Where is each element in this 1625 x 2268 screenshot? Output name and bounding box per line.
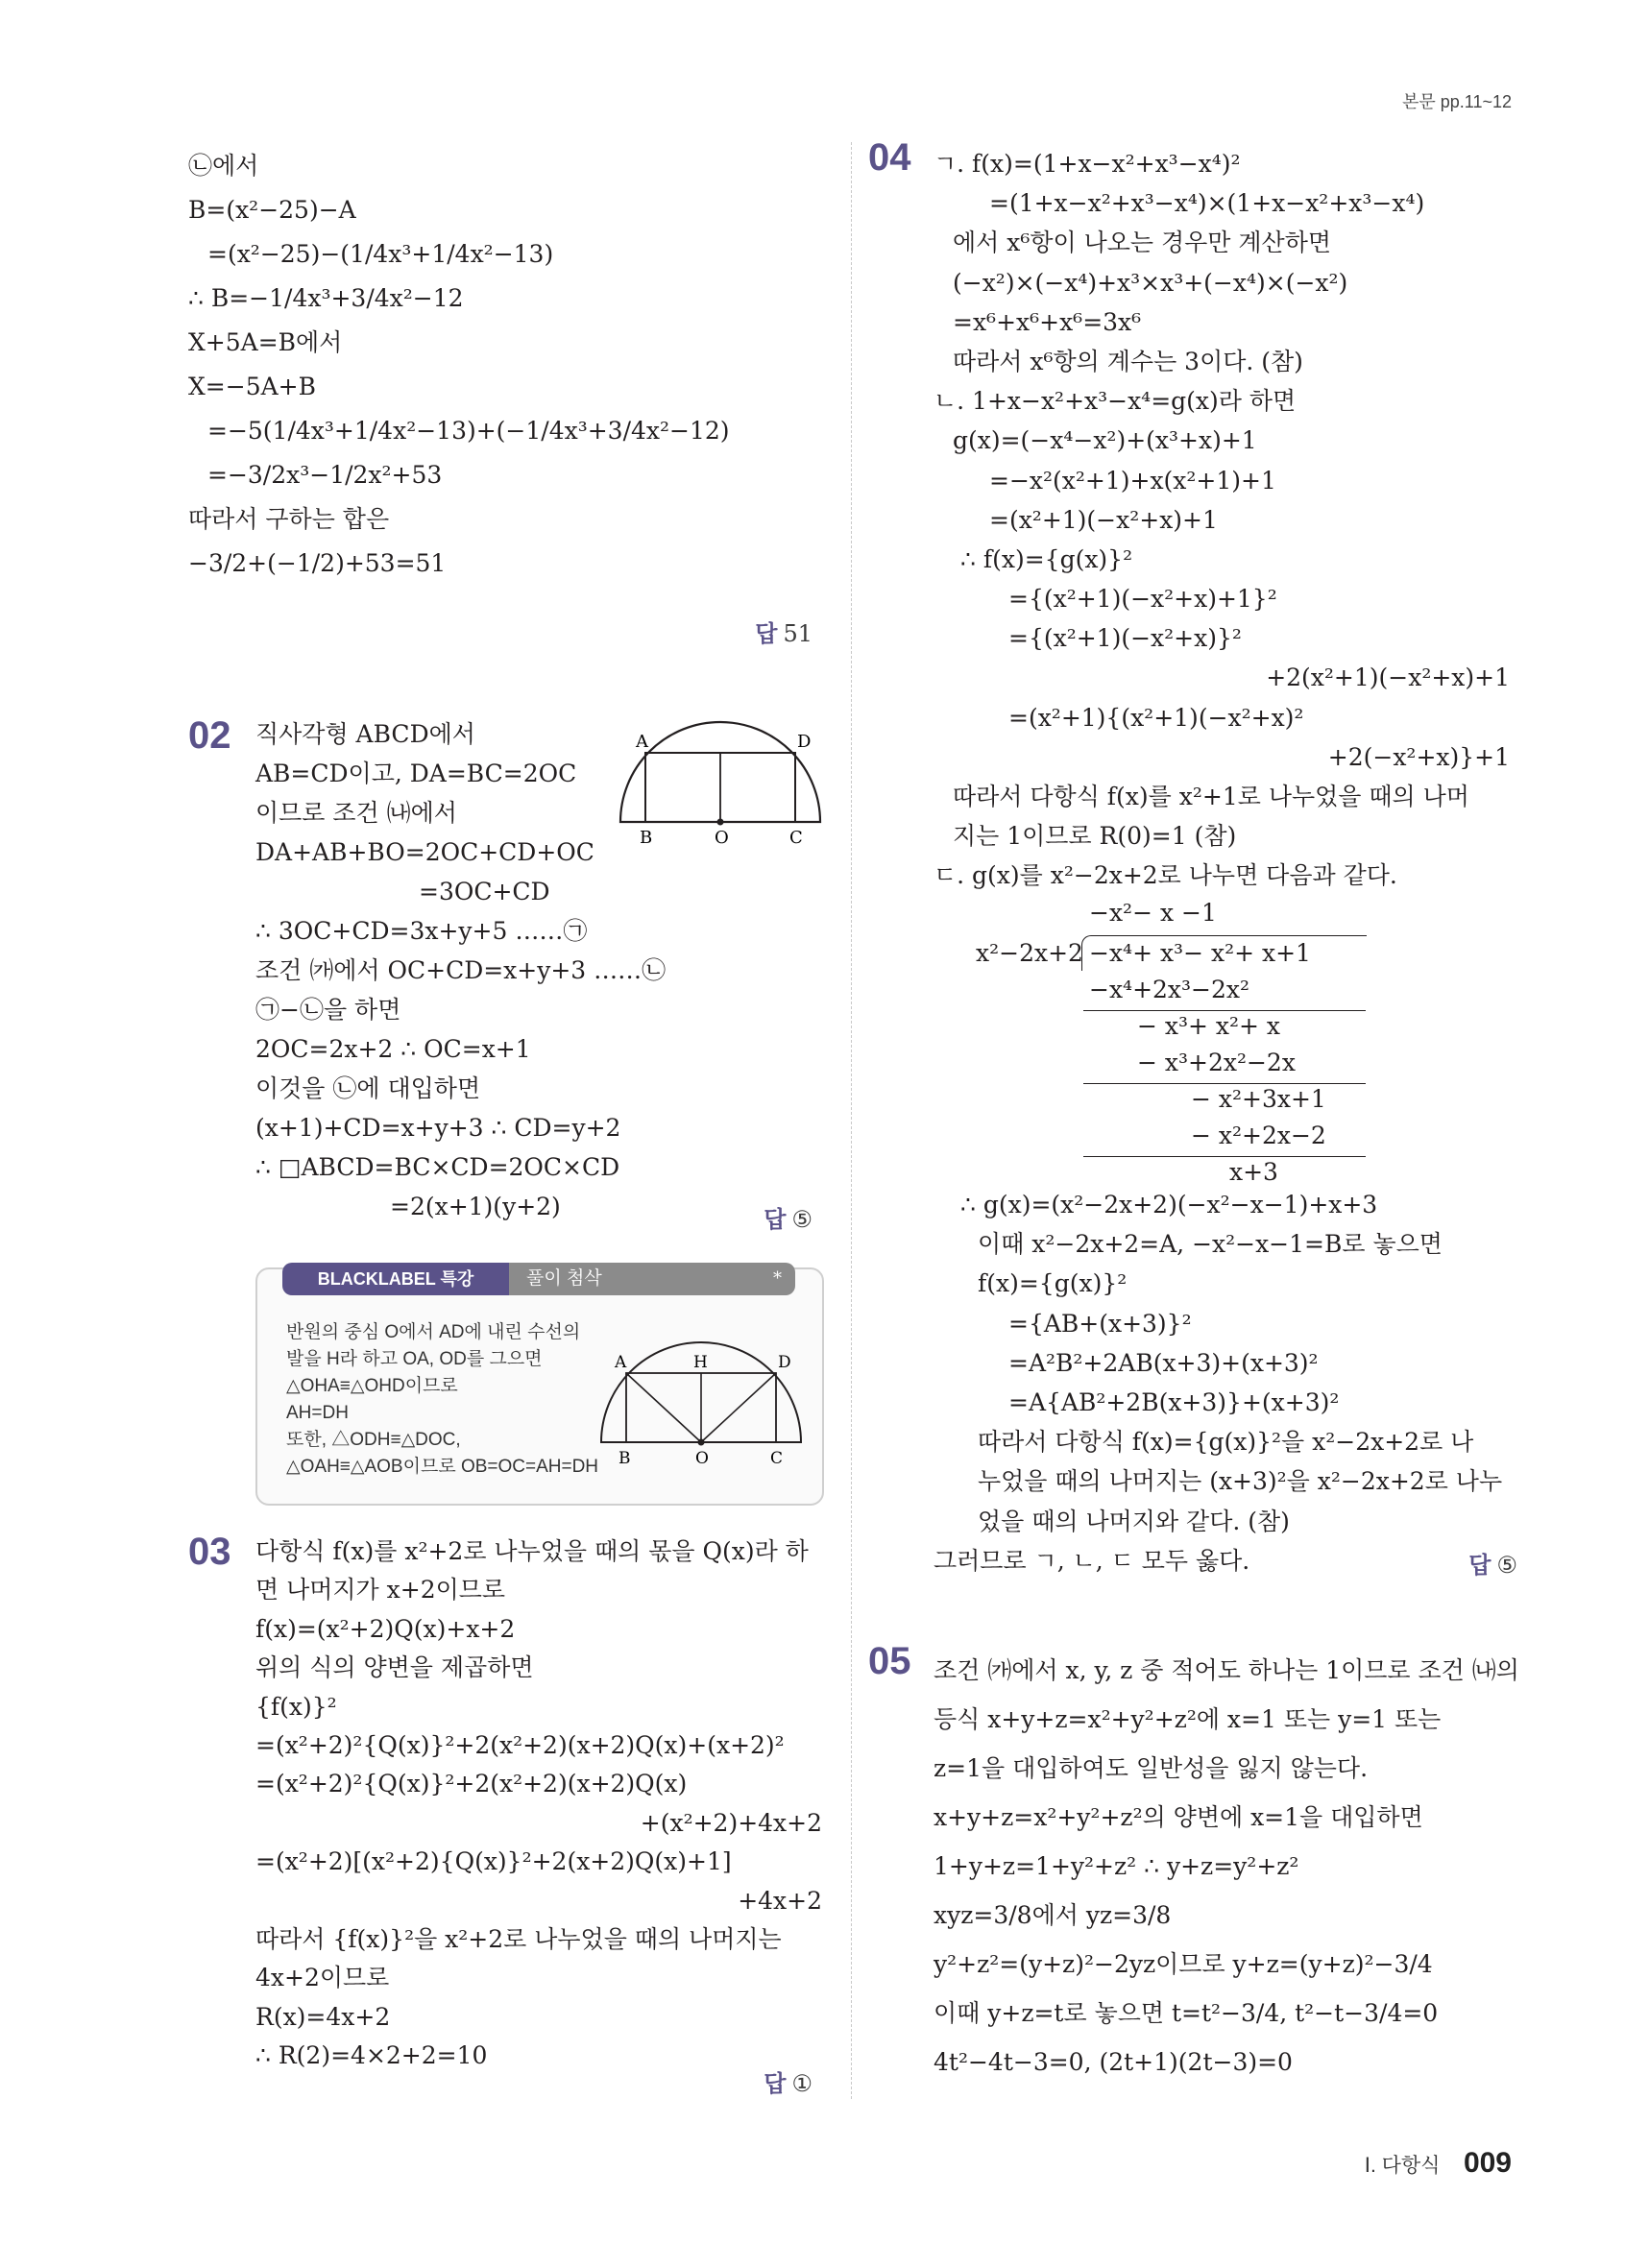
solution-line: ㄷ. g(x)를 x²−2x+2로 나누면 다음과 같다.: [934, 861, 1397, 890]
answer-value: ⑤: [1496, 1552, 1517, 1579]
answer-04: [1468, 1546, 1517, 1580]
solution-line: (−x²)×(−x⁴)+x³×x³+(−x⁴)×(−x²): [953, 268, 1348, 297]
solution-line: B=(x²−25)−A: [188, 196, 356, 224]
tip-line: AH=DH: [286, 1403, 349, 1423]
solution-line: =(x²+1)(−x²+x)+1: [989, 505, 1218, 534]
division-step: − x³+2x²−2x: [1137, 1049, 1296, 1076]
answer-label: 답: [755, 621, 778, 647]
tip-header: [282, 1263, 795, 1295]
solution-line: 이때 x²−2x+2=A, −x²−x−1=B로 놓으면: [978, 1230, 1443, 1259]
solution-line: 따라서 다항식 f(x)를 x²+1로 나누었을 때의 나머: [953, 783, 1469, 810]
solution-line: y²+z²=(y+z)²−2yz이므로 y+z=(y+z)²−3/4: [934, 1950, 1433, 1978]
tip-line: △OAH≡△AOB이므로 OB=OC=AH=DH: [286, 1457, 599, 1477]
label-D: D: [797, 732, 812, 752]
solution-line: 직사각형 ABCD에서: [255, 720, 475, 748]
solution-line: 조건 ㈎에서 x, y, z 중 적어도 하나는 1이므로 조건 ㈏의: [934, 1656, 1519, 1684]
problem-number-05: 05: [868, 1640, 911, 1682]
solution-line: =(x²+2)²{Q(x)}²+2(x²+2)(x+2)Q(x)+(x+2)²: [255, 1730, 785, 1759]
solution-line: 4t²−4t−3=0, (2t+1)(2t−3)=0: [934, 2048, 1293, 2076]
solution-line: 1+y+z=1+y²+z² ∴ y+z=y²+z²: [934, 1852, 1299, 1880]
problem-03-solution: [255, 1532, 822, 2075]
label-O: O: [715, 828, 729, 848]
solution-line: 이때 y+z=t로 놓으면 t=t²−3/4, t²−t−3/4=0: [934, 1999, 1439, 2027]
solution-line: f(x)=(x²+2)Q(x)+x+2: [255, 1614, 516, 1643]
solution-line: +4x+2: [738, 1886, 822, 1915]
solution-line: 다항식 f(x)를 x²+2로 나누었을 때의 몫을 Q(x)라 하: [255, 1537, 809, 1565]
division-rule: [1083, 1010, 1366, 1011]
tip-line: 발을 H라 하고 OA, OD를 그으면: [286, 1349, 543, 1369]
solution-line: ∴ R(2)=4×2+2=10: [255, 2041, 488, 2070]
answer-label: 답: [764, 2071, 787, 2097]
solution-line: =(x²+2)[(x²+2){Q(x)}²+2(x+2)Q(x)+1]: [255, 1847, 732, 1876]
solution-line: 그러므로 ㄱ, ㄴ, ㄷ 모두 옳다.: [934, 1546, 1250, 1575]
solution-line: 누었을 때의 나머지는 (x+3)²을 x²−2x+2로 나누: [978, 1467, 1503, 1496]
solution-line: 에서 x⁶항이 나오는 경우만 계산하면: [953, 229, 1332, 257]
division-divisor: x²−2x+2: [976, 939, 1083, 967]
solution-line: ={(x²+1)(−x²+x)}²: [1008, 624, 1242, 653]
solution-line: AB=CD이고, DA=BC=2OC: [255, 760, 577, 787]
solution-line: =2(x+1)(y+2): [390, 1193, 561, 1220]
solution-line: 었을 때의 나머지와 같다. (참): [978, 1507, 1290, 1535]
solution-line: X=−5A+B: [188, 373, 316, 400]
solution-line: =x⁶+x⁶+x⁶=3x⁶: [953, 307, 1142, 336]
solution-line: =(x²+1){(x²+1)(−x²+x)²: [1008, 703, 1304, 732]
solution-line: z=1을 대입하여도 일반성을 잃지 않는다.: [934, 1754, 1369, 1782]
solution-line: =A²B²+2AB(x+3)+(x+3)²: [1008, 1348, 1319, 1377]
problem-05-solution: [934, 1646, 1519, 2087]
solution-line: 따라서 다항식 f(x)={g(x)}²을 x²−2x+2로 나: [978, 1428, 1474, 1457]
division-step: − x²+3x+1: [1191, 1085, 1326, 1113]
solution-line: =(x²−25)−(1/4x³+1/4x²−13): [207, 240, 554, 268]
solution-line: 등식 x+y+z=x²+y²+z²에 x=1 또는 y=1 또는: [934, 1705, 1442, 1733]
solution-line: +(x²+2)+4x+2: [640, 1808, 822, 1837]
solution-line: 따라서 x⁶항의 계수는 3이다. (참): [953, 347, 1303, 375]
label-O: O: [695, 1449, 709, 1468]
division-rule: [1083, 1156, 1366, 1157]
solution-line: ={(x²+1)(−x²+x)+1}²: [1008, 585, 1277, 614]
solution-line: 이것을 ㉡에 대입하면: [255, 1074, 481, 1102]
division-step: −x⁴+2x³−2x²: [1089, 976, 1250, 1003]
division-step: − x²+2x−2: [1191, 1122, 1326, 1149]
page-reference: 본문 pp.11~12: [1401, 92, 1512, 111]
division-step: x+3: [1229, 1158, 1278, 1186]
semicircle-rectangle-diagram: [615, 718, 826, 853]
solution-line: X+5A=B에서: [188, 328, 343, 356]
blacklabel-tip-box: [255, 1267, 824, 1506]
solution-line: {f(x)}²: [255, 1692, 337, 1721]
answer-value: 51: [783, 620, 812, 647]
solution-line: f(x)={g(x)}²: [978, 1269, 1128, 1298]
solution-line: −3/2+(−1/2)+53=51: [188, 549, 447, 577]
solution-line: ∴ g(x)=(x²−2x+2)(−x²−x−1)+x+3: [960, 1191, 1378, 1218]
solution-line: xyz=3/8에서 yz=3/8: [934, 1901, 1172, 1929]
label-D: D: [778, 1353, 791, 1372]
solution-line: ㉠−㉡을 하면: [255, 996, 401, 1024]
solution-line: =−3/2x³−1/2x²+53: [207, 461, 443, 489]
semicircle-triangle-diagram: [590, 1333, 811, 1477]
answer-03: [764, 2064, 812, 2098]
answer-value: ①: [791, 2070, 812, 2097]
solution-line: =−x²(x²+1)+x(x²+1)+1: [989, 466, 1276, 495]
solution-line: 면 나머지가 x+2이므로: [255, 1576, 506, 1604]
solution-line: R(x)=4x+2: [255, 2002, 391, 2031]
label-C: C: [770, 1449, 784, 1468]
solution-line: =3OC+CD: [419, 878, 550, 905]
solution-line: ∴ □ABCD=BC×CD=2OC×CD: [255, 1153, 620, 1181]
solution-line: 위의 식의 양변을 제곱하면: [255, 1653, 534, 1682]
solution-line: DA+AB+BO=2OC+CD+OC: [255, 838, 594, 866]
solution-line: 따라서 {f(x)}²을 x²+2로 나누었을 때의 나머지는: [255, 1924, 782, 1953]
tip-text: [286, 1319, 598, 1481]
division-dividend: −x⁴+ x³− x²+ x+1: [1089, 939, 1311, 967]
solution-line: =−5(1/4x³+1/4x²−13)+(−1/4x³+3/4x²−12): [207, 417, 730, 445]
label-H: H: [693, 1353, 708, 1372]
division-step: − x³+ x²+ x: [1137, 1012, 1281, 1040]
solution-line: ㄴ. 1+x−x²+x³−x⁴=g(x)라 하면: [934, 387, 1297, 416]
solution-line: +2(x²+1)(−x²+x)+1: [1266, 664, 1510, 692]
label-B: B: [618, 1449, 631, 1468]
solution-line: 이므로 조건 ㈏에서: [255, 799, 457, 827]
solution-line: 조건 ㈎에서 OC+CD=x+y+3 ……㉡: [255, 956, 667, 984]
solution-line: ㉡에서: [188, 152, 259, 180]
solution-line: ㄱ. f(x)=(1+x−x²+x³−x⁴)²: [934, 150, 1241, 178]
label-A: A: [615, 1353, 627, 1372]
solution-line: =(1+x−x²+x³−x⁴)×(1+x−x²+x³−x⁴): [989, 189, 1425, 218]
footer: [1365, 2147, 1512, 2180]
division-quotient: −x²− x −1: [1089, 899, 1217, 927]
solution-line: 2OC=2x+2 ∴ OC=x+1: [255, 1035, 531, 1063]
solution-line: 지는 1이므로 R(0)=1 (참): [953, 822, 1237, 851]
problem-number-02: 02: [188, 714, 231, 757]
long-division: [976, 899, 1514, 1187]
solution-line: (x+1)+CD=x+y+3 ∴ CD=y+2: [255, 1114, 621, 1142]
column-divider: [851, 142, 852, 2099]
solution-line: x+y+z=x²+y²+z²의 양변에 x=1을 대입하면: [934, 1803, 1423, 1831]
problem-04-solution-continued: [934, 1185, 1510, 1580]
problem-01-solution: [188, 144, 822, 586]
label-A: A: [636, 732, 648, 752]
tip-label: BLACKLABEL 특강: [282, 1263, 509, 1295]
solution-line: ∴ 3OC+CD=3x+y+5 ……㉠: [255, 917, 588, 945]
answer-01: [755, 615, 812, 648]
answer-02: [764, 1200, 812, 1234]
tip-line: 반원의 중심 O에서 AD에 내린 수선의: [286, 1322, 581, 1342]
answer-label: 답: [1468, 1553, 1492, 1579]
problem-number-03: 03: [188, 1531, 231, 1573]
problem-04-solution: [934, 144, 1510, 896]
division-rule: [1083, 1083, 1366, 1084]
answer-value: ⑤: [791, 1206, 812, 1233]
answer-label: 답: [764, 1207, 787, 1233]
solution-line: ={AB+(x+3)}²: [1008, 1309, 1192, 1338]
section-title: Ⅰ. 다항식: [1364, 2155, 1441, 2177]
label-B: B: [640, 828, 653, 848]
star-icon: *: [773, 1268, 782, 1289]
tip-title: 풀이 첨삭: [509, 1263, 795, 1295]
solution-line: =(x²+2)²{Q(x)}²+2(x²+2)(x+2)Q(x): [255, 1770, 688, 1798]
page-number: 009: [1463, 2147, 1512, 2179]
solution-line: +2(−x²+x)}+1: [1327, 742, 1510, 771]
solution-line: ∴ B=−1/4x³+3/4x²−12: [188, 284, 464, 312]
tip-line: △OHA≡△OHD이므로: [286, 1376, 458, 1396]
problem-number-04: 04: [868, 136, 911, 179]
label-C: C: [789, 828, 803, 848]
solution-line: ∴ f(x)={g(x)}²: [960, 544, 1133, 573]
solution-line: =A{AB²+2B(x+3)}+(x+3)²: [1008, 1387, 1340, 1416]
solution-line: 따라서 구하는 합은: [188, 505, 390, 533]
solution-line: 4x+2이므로: [255, 1964, 390, 1992]
solution-line: g(x)=(−x⁴−x²)+(x³+x)+1: [953, 426, 1257, 455]
tip-line: 또한, △ODH≡△DOC,: [286, 1430, 461, 1450]
